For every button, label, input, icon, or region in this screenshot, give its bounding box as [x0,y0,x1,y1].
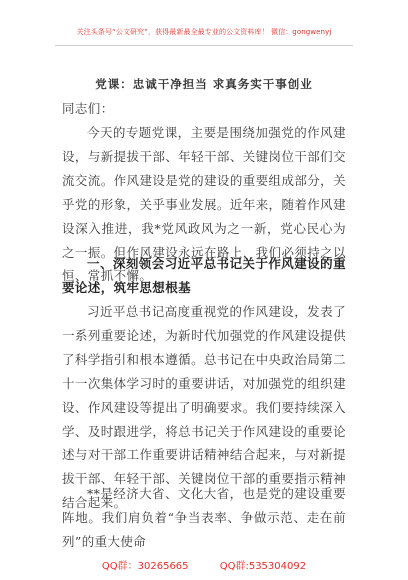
salutation [62,97,346,121]
salutation-text: 同志们： [62,101,114,116]
paragraph-3-text: **是经济大省、文化大省，也是党的建设重要阵地。我们肩负着“争当表率、争做示范、走在前列”的重大使命 [62,486,346,549]
paragraph-1-text: 今天的专题党课，主要是围绕加强党的作风建设，与新提拔干部、年轻干部、关键岗位干部们交流交流。作风建设是党的建设的重要组成部分，关乎党的形象，关乎事业发展。近年来，随着作风建设深入推进，我*党风政风为之一新，党心民心为之一振。但作风建设永远在路上，我们必须持之以恒、常抓不懈。 [62,125,346,284]
paragraph-2-text: 习近平总书记高度重视党的作风建设，发表了一系列重要论述，为新时代加强党的作风建设提供了科学指引和根本遵循。总书记在中央政治局第二十一次集体学习时的重要讲话，对加强党的组织建设、作风建设等提出了明确要求。我们要持续深入学、及时跟进学，将总书记关于作风建设的重要论述与对干部工作重要讲话精神结合起来，与对新提拔干部、年轻干部、关键岗位干部的重要指示精神结合起来。 [62,304,346,511]
footer-qq-group-2: QQ群:535304092 [219,561,307,572]
header-notice: 关注头条号“公文研究”，获得最新最全最专业的公文资料库！ 微信：gongwenyj [76,28,332,36]
section-heading-1-text: 一、深刻领会习近平总书记关于作风建设的重要论述，筑牢思想根基 [62,256,346,295]
footer [0,557,408,572]
section-heading-1 [62,252,346,300]
header-divider [55,45,353,46]
paragraph-3 [62,482,346,554]
footer-qq-group-1: QQ群：30265665 [101,561,189,572]
document-title: 党课：忠诚干净担当 求真务实干事创业 [95,77,313,91]
